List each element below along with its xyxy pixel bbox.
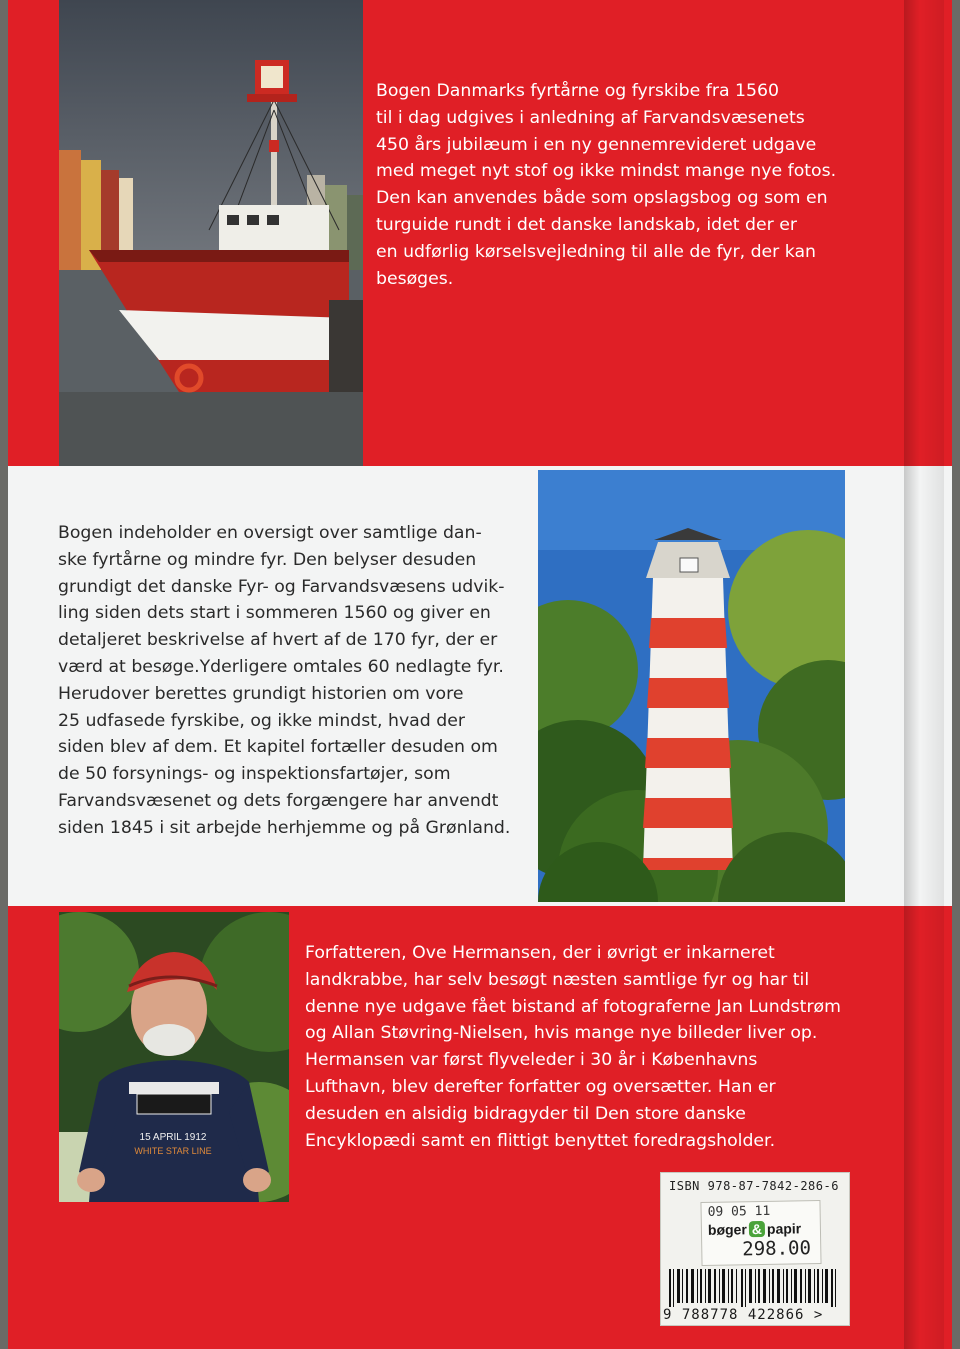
barcode-sticker: [660, 1172, 850, 1326]
content-line-11: Farvandsvæsenet og dets forgængere har anvendt: [58, 790, 499, 811]
intro-line-2: til i dag udgives i anledning af Farvandsvæsenets: [376, 107, 805, 128]
content-line-9: siden blev af dem. Et kapitel fortæller desuden om: [58, 737, 498, 758]
store-logo: [708, 1220, 802, 1238]
price-value: 298.00: [742, 1237, 812, 1261]
intro-line-8: besøges.: [376, 268, 454, 289]
content-line-5: detaljeret beskrivelse af hvert af de 170 fyr, der er: [58, 630, 498, 651]
shirt-text-line: WHITE STAR LINE: [134, 1146, 212, 1156]
lightship-photo: [59, 0, 363, 466]
author-line-3: denne nye udgave fået bistand af fotograferne Jan Lundstrøm: [305, 996, 841, 1017]
barcode-digits: 9 788778 422866 >: [663, 1307, 824, 1323]
content-line-12: siden 1845 i sit arbejde herhjemme og på Grønland.: [58, 817, 511, 838]
lighthouse-photo: [538, 470, 845, 902]
intro-paragraph: [376, 78, 896, 292]
intro-line-5: Den kan anvendes både som opslagsbog og som en: [376, 188, 828, 209]
intro-line-6: turguide rundt i det danske landskab, idet der er: [376, 214, 797, 235]
author-line-5: Hermansen var først flyveleder i 30 år i Københavns: [305, 1050, 758, 1071]
store-logo-amp: &: [749, 1221, 765, 1237]
author-line-2: landkrabbe, har selv besøgt næsten samtlige fyr og har til: [305, 969, 810, 990]
author-line-1: Forfatteren, Ove Hermansen, der i øvrigt er inkarneret: [305, 943, 775, 963]
intro-line-1: Bogen Danmarks fyrtårne og fyrskibe fra 1560: [376, 81, 780, 101]
author-line-8: Encyklopædi samt en flittigt benyttet foredragsholder.: [305, 1130, 776, 1151]
content-line-6: værd at besøge.Yderligere omtales 60 nedlagte fyr.: [58, 656, 504, 677]
intro-line-3: 450 års jubilæum i en ny gennemrevideret udgave: [376, 134, 817, 155]
author-paragraph: [305, 940, 905, 1154]
content-line-3: grundigt det danske Fyr- og Farvandsvæsens udvik-: [58, 576, 505, 597]
author-photo: [59, 912, 289, 1202]
intro-line-7: en udførlig kørselsvejledning til alle de fyr, der kan: [376, 241, 817, 262]
book-back-cover: [8, 0, 952, 1349]
author-line-6: Lufthavn, blev derefter forfatter og oversætter. Han er: [305, 1076, 776, 1097]
price-sticker: [700, 1200, 821, 1266]
author-line-4: og Allan Støvring-Nielsen, hvis mange nye billeder liver op.: [305, 1023, 818, 1044]
intro-line-4: med meget nyt stof og ikke mindst mange nye fotos.: [376, 161, 837, 182]
barcode-bars: [667, 1269, 839, 1307]
content-line-7: Herudover berettes grundigt historien om vore: [58, 683, 464, 704]
content-line-1: Bogen indeholder en oversigt over samtlige dan-: [58, 523, 482, 543]
store-logo-right: papir: [766, 1220, 802, 1237]
author-line-7: desuden en alsidig bidragyder til Den store danske: [305, 1103, 746, 1124]
content-paragraph: [58, 520, 538, 842]
store-logo-left: bøger: [707, 1221, 747, 1238]
shirt-text-date: 15 APRIL 1912: [139, 1132, 207, 1143]
content-line-8: 25 udfasede fyrskibe, og ikke mindst, hvad der: [58, 710, 465, 731]
content-line-10: de 50 forsynings- og inspektionsfartøjer, som: [58, 764, 451, 785]
price-date: 09 05 11: [707, 1203, 771, 1220]
content-line-2: ske fyrtårne og mindre fyr. Den belyser desuden: [58, 549, 477, 570]
isbn-number: ISBN 978-87-7842-286-6: [669, 1179, 839, 1193]
content-line-4: ling siden dets start i sommeren 1560 og giver en: [58, 603, 491, 624]
